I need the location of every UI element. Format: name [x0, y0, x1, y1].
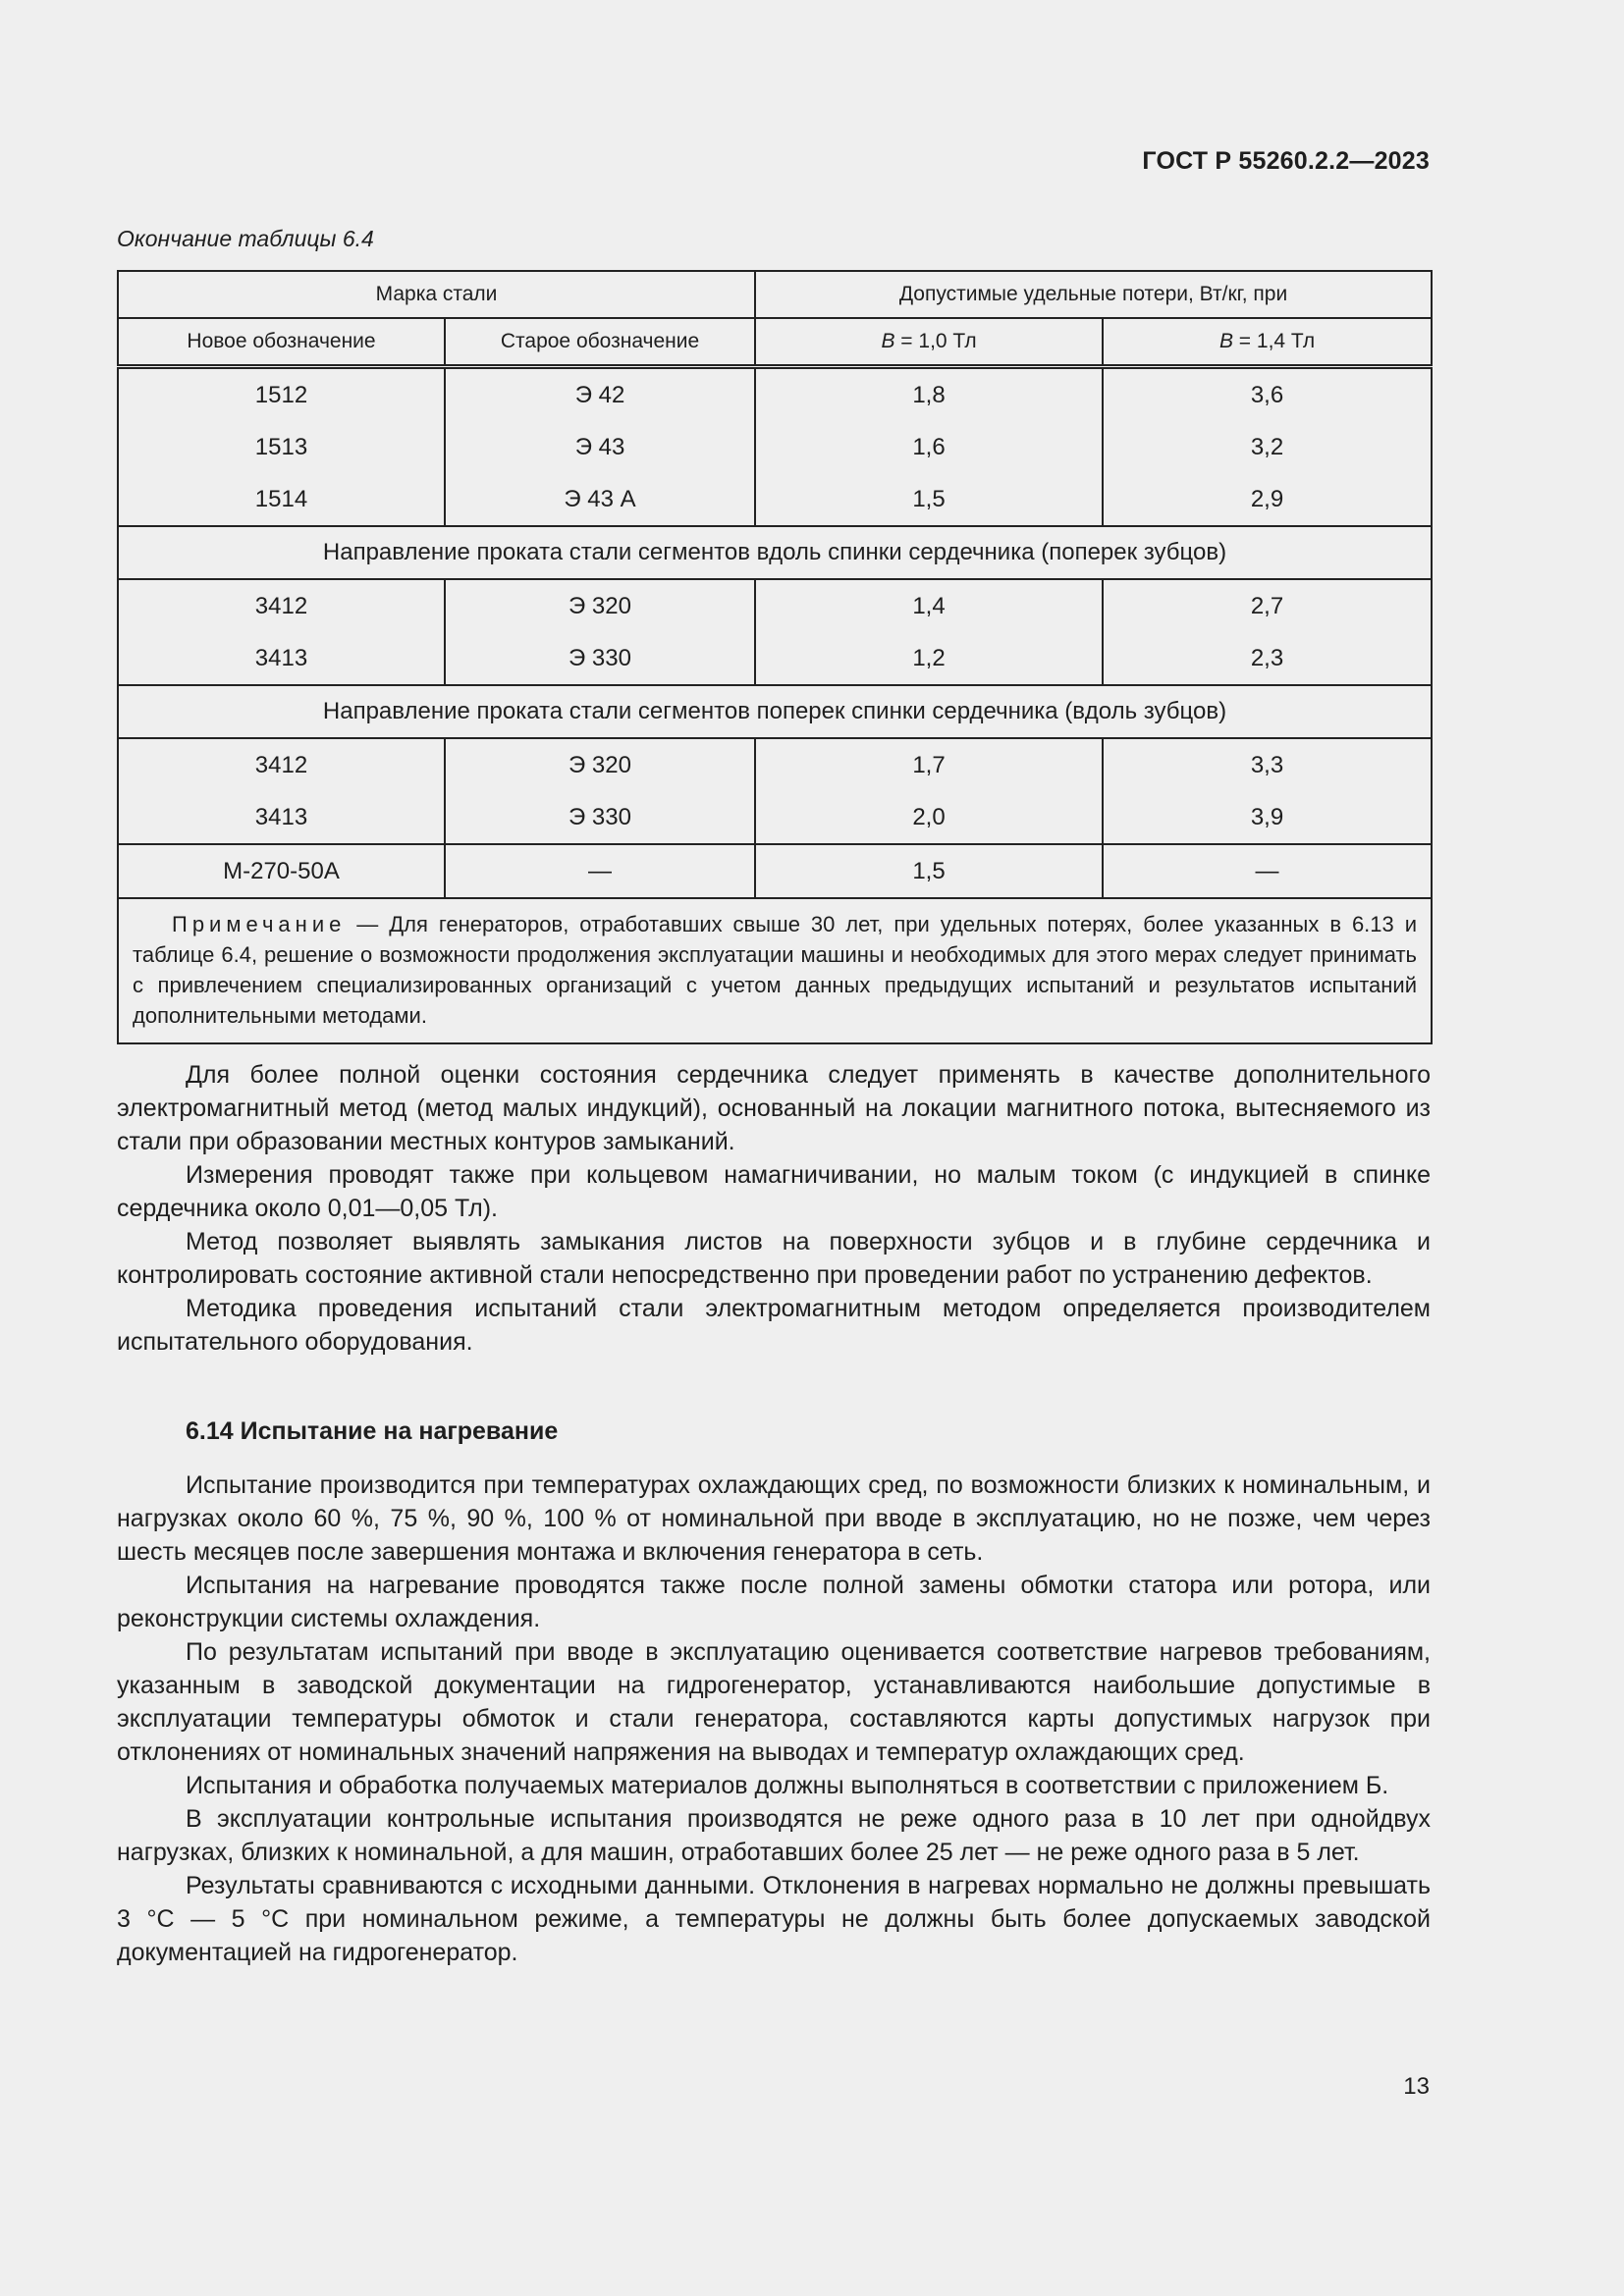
- header-new-designation: Новое обозначение: [118, 318, 445, 367]
- paragraph: Методика проведения испытаний стали электромагнитным методом определяется производителем испытательного оборудования.: [117, 1295, 1431, 1356]
- cell-new: 3413: [118, 791, 445, 844]
- header-old-designation: Старое обозначение: [445, 318, 755, 367]
- header-b-1-4-value: = 1,4 Тл: [1232, 330, 1316, 352]
- cell-old: Э 320: [445, 579, 755, 632]
- header-b-1-0: [755, 318, 1103, 367]
- cell-new: 3412: [118, 738, 445, 791]
- paragraph: Испытание производится при температурах охлаждающих сред, по возможности близких к номинальным, и нагрузках около 60 %, 75 %, 90 %, 100 % от номинальной при вводе в эксплуатацию, но не позже, чем через шесть месяцев после завершения монтажа и включения генератора в сеть.: [117, 1471, 1431, 1566]
- table-row: [118, 844, 1432, 898]
- table-note: [118, 898, 1432, 1043]
- table-section-row: [118, 526, 1432, 579]
- cell-b10: 1,7: [755, 738, 1103, 791]
- cell-new: 3413: [118, 632, 445, 685]
- cell-old: Э 43 А: [445, 473, 755, 526]
- cell-old: Э 43: [445, 421, 755, 473]
- cell-b14: 3,3: [1103, 738, 1432, 791]
- table-row: [118, 421, 1432, 473]
- table-row: [118, 738, 1432, 791]
- paragraph: По результатам испытаний при вводе в эксплуатацию оценивается соответствие нагревов требованиям, указанным в заводской документации на гидрогенератор, устанавливаются наибольшие допустимые в эксплуатации температуры обмоток и стали генератора, составляются карты допустимых нагрузок при отклонениях от номинальных значений напряжения на выводах и температур охлаждающих сред.: [117, 1638, 1431, 1766]
- cell-new: M-270-50A: [118, 844, 445, 898]
- header-b-1-4-symbol: B: [1218, 330, 1233, 352]
- cell-b10: 1,6: [755, 421, 1103, 473]
- cell-new: 1513: [118, 421, 445, 473]
- table-row: [118, 473, 1432, 526]
- cell-old: Э 330: [445, 632, 755, 685]
- header-b-1-4: [1103, 318, 1432, 367]
- cell-old: Э 320: [445, 738, 755, 791]
- paragraph: Для более полной оценки состояния сердечника следует применять в качестве дополнительного электромагнитный метод (метод малых индукций), основанный на локации магнитного потока, вытесняемого из стали при образовании местных контуров замыканий.: [117, 1061, 1431, 1155]
- section-heading: 6.14 Испытание на нагревание: [186, 1417, 559, 1445]
- cell-b10: 1,4: [755, 579, 1103, 632]
- paragraphs-bottom: [117, 1468, 1431, 1969]
- header-allowed-losses: Допустимые удельные потери, Вт/кг, при: [755, 271, 1432, 318]
- cell-b14: 3,9: [1103, 791, 1432, 844]
- paragraph: Результаты сравниваются с исходными данными. Отклонения в нагревах нормально не должны превышать 3 °C — 5 °C при номинальном режиме, а температуры не должны быть более допускаемых заводской документацией на гидрогенератор.: [117, 1872, 1431, 1966]
- steel-losses-table: [117, 270, 1433, 1044]
- section-along-spine: Направление проката стали сегментов вдоль спинки сердечника (поперек зубцов): [118, 526, 1432, 579]
- cell-b10: 1,5: [755, 473, 1103, 526]
- section-across-spine: Направление проката стали сегментов поперек спинки сердечника (вдоль зубцов): [118, 685, 1432, 738]
- table-row: [118, 632, 1432, 685]
- cell-new: 1514: [118, 473, 445, 526]
- cell-old: Э 42: [445, 367, 755, 422]
- table-row: [118, 579, 1432, 632]
- cell-new: 3412: [118, 579, 445, 632]
- table-header-row-columns: [118, 318, 1432, 367]
- cell-b10: 1,8: [755, 367, 1103, 422]
- table-row: [118, 367, 1432, 422]
- cell-b14: 3,6: [1103, 367, 1432, 422]
- cell-b10: 1,5: [755, 844, 1103, 898]
- note-label: Примечание: [172, 912, 347, 936]
- paragraph: Метод позволяет выявлять замыкания листов на поверхности зубцов и в глубине сердечника и контролировать состояние активной стали непосредственно при проведении работ по устранению дефектов.: [117, 1228, 1431, 1289]
- table-row: [118, 791, 1432, 844]
- cell-old: —: [445, 844, 755, 898]
- table-caption: Окончание таблицы 6.4: [117, 226, 374, 251]
- cell-b14: 3,2: [1103, 421, 1432, 473]
- cell-b10: 2,0: [755, 791, 1103, 844]
- paragraph: В эксплуатации контрольные испытания производятся не реже одного раза в 10 лет при однойдвух нагрузках, близких к номинальной, а для машин, отработавших более 25 лет — не реже одного раза в 5 лет.: [117, 1805, 1431, 1866]
- paragraph: Измерения проводят также при кольцевом намагничивании, но малым током (с индукцией в спинке сердечника около 0,01—0,05 Тл).: [117, 1161, 1431, 1222]
- cell-b14: 2,9: [1103, 473, 1432, 526]
- cell-b14: 2,7: [1103, 579, 1432, 632]
- note-text: — Для генераторов, отработавших свыше 30 лет, при удельных потерях, более указанных в 6.13 и таблице 6.4, решение о возможности продолжения эксплуатации машины и необходимых для этого мерах следует принимать с привлечением специализированных организаций с учетом данных предыдущих испытаний и результатов испытаний дополнительными методами.: [133, 912, 1418, 1028]
- paragraphs-top: [117, 1058, 1431, 1359]
- table-section-row: [118, 685, 1432, 738]
- document-code: ГОСТ Р 55260.2.2—2023: [1142, 147, 1430, 175]
- paragraph: Испытания и обработка получаемых материалов должны выполняться в соответствии с приложением Б.: [186, 1772, 1389, 1799]
- cell-b10: 1,2: [755, 632, 1103, 685]
- cell-b14: 2,3: [1103, 632, 1432, 685]
- table-header-row-group: [118, 271, 1432, 318]
- cell-new: 1512: [118, 367, 445, 422]
- table-note-row: [118, 898, 1432, 1043]
- header-b-1-0-value: = 1,0 Тл: [894, 330, 977, 352]
- paragraph: Испытания на нагревание проводятся также после полной замены обмотки статора или ротора, или реконструкции системы охлаждения.: [117, 1572, 1431, 1632]
- cell-b14: —: [1103, 844, 1432, 898]
- header-steel-grade: Марка стали: [118, 271, 755, 318]
- header-b-1-0-symbol: B: [881, 330, 895, 352]
- cell-old: Э 330: [445, 791, 755, 844]
- page-number: 13: [1403, 2073, 1430, 2100]
